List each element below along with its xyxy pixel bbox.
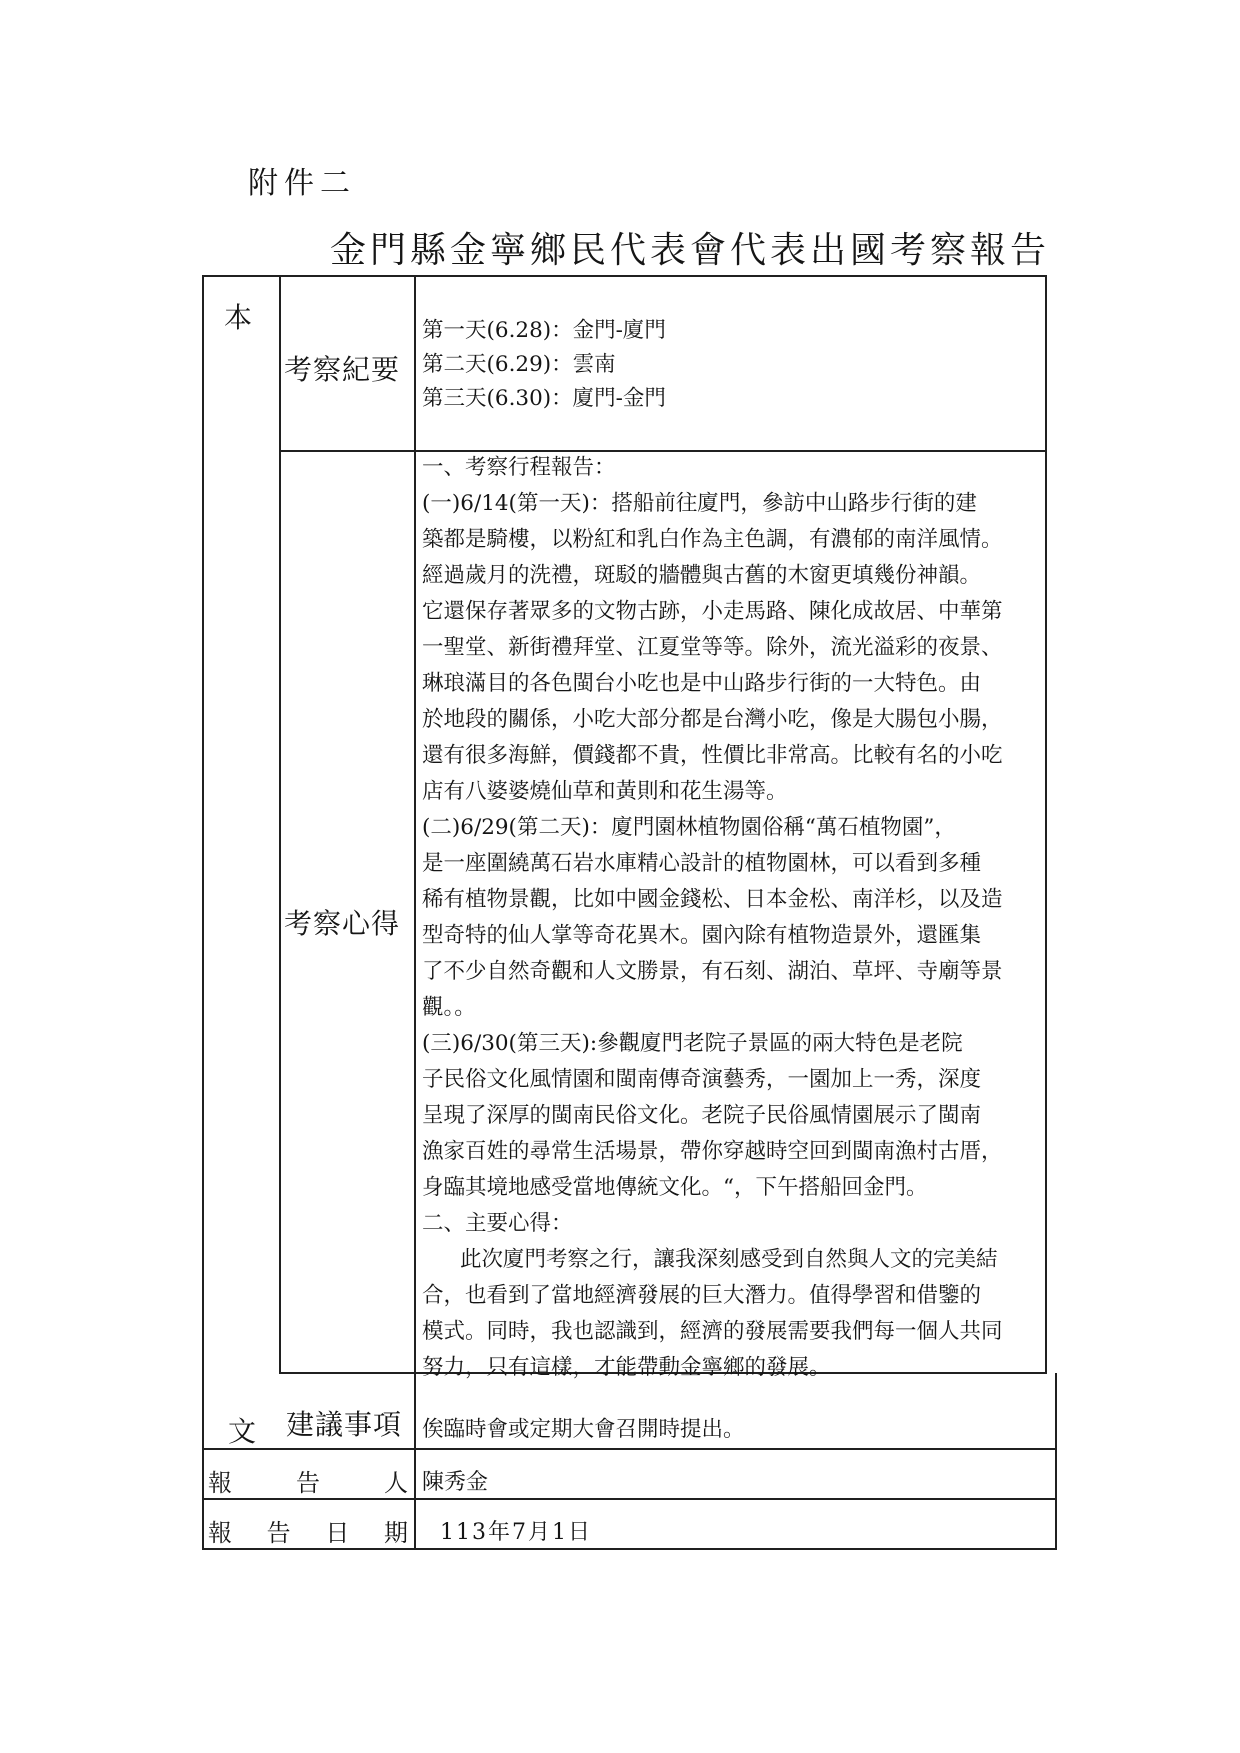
insights-line: 漁家百姓的尋常生活場景，帶你穿越時空回到閩南漁村古厝，: [422, 1139, 1003, 1164]
suggestions-value: 俟臨時會或定期大會召開時提出。: [422, 1417, 745, 1442]
insights-line: (一)6/14(第一天)：搭船前往廈門，參訪中山路步行街的建: [422, 491, 977, 516]
insights-body: [422, 450, 1050, 1386]
summary-day: 第三天(6.30)：廈門-金門: [422, 386, 666, 411]
section-label-top: 本: [224, 301, 253, 334]
reporter-label-char: 告: [296, 1469, 320, 1497]
summary-schedule: [422, 314, 1050, 416]
insights-line: (三)6/30(第三天):參觀廈門老院子景區的兩大特色是老院: [422, 1031, 963, 1056]
insights-line: 稀有植物景觀，比如中國金錢松、日本金松、南洋杉，以及造: [422, 887, 1003, 912]
report-date-label: [208, 1513, 408, 1548]
section-label-bottom: 文: [228, 1415, 257, 1448]
summary-day: 第一天(6.28)：金門-廈門: [422, 318, 666, 343]
insights-line: 努力，只有這樣，才能帶動金寧鄉的發展。: [422, 1355, 831, 1380]
insights-label: 考察心得: [284, 907, 401, 940]
reporter-label-char: 報: [208, 1469, 232, 1497]
insights-line: 是一座圍繞萬石岩水庫精心設計的植物園林，可以看到多種: [422, 851, 982, 876]
attachment-label: 附件二: [248, 166, 356, 201]
insights-line: 店有八婆婆燒仙草和黃則和花生湯等。: [422, 779, 788, 804]
insights-line: 一聖堂、新街禮拜堂、江夏堂等等。除外，流光溢彩的夜景、: [422, 635, 1003, 660]
report-date-value: 113年7月1日: [440, 1520, 592, 1545]
insights-line: 它還保存著眾多的文物古跡，小走馬路、陳化成故居、中華第: [422, 599, 1003, 624]
insights-line: 呈現了深厚的閩南民俗文化。老院子民俗風情園展示了閩南: [422, 1103, 982, 1128]
insights-line: 觀。。: [422, 995, 476, 1020]
report-date-label-char: 期: [383, 1519, 408, 1547]
insights-line: 型奇特的仙人掌等奇花異木。園內除有植物造景外，還匯集: [422, 923, 982, 948]
reporter-label: [208, 1463, 408, 1498]
insights-line: 模式。同時，我也認識到，經濟的發展需要我們每一個人共同: [422, 1319, 1003, 1344]
report-title: 金門縣金寧鄉民代表會代表出國考察報告: [330, 230, 1051, 271]
insights-line: 築都是騎樓，以粉紅和乳白作為主色調，有濃郁的南洋風情。: [422, 527, 1003, 552]
insights-line: 合，也看到了當地經濟發展的巨大潛力。值得學習和借鑒的: [422, 1283, 982, 1308]
suggestions-label: 建議事項: [286, 1408, 403, 1441]
summary-label: 考察紀要: [284, 353, 401, 386]
insights-line: 此次廈門考察之行，讓我深刻感受到自然與人文的完美結: [460, 1247, 998, 1272]
insights-line: 二、主要心得：: [422, 1211, 573, 1236]
insights-line: 經過歲月的洗禮，斑駁的牆體與古舊的木窗更填幾份神韻。: [422, 563, 982, 588]
report-date-label-char: 告: [266, 1519, 291, 1547]
insights-line: 琳琅滿目的各色閩台小吃也是中山路步行街的一大特色。由: [422, 671, 982, 696]
insights-line: 還有很多海鮮，價錢都不貴，性價比非常高。比較有名的小吃: [422, 743, 1003, 768]
insights-line: 子民俗文化風情園和閩南傳奇演藝秀，一園加上一秀，深度: [422, 1067, 982, 1092]
insights-line: 於地段的關係，小吃大部分都是台灣小吃，像是大腸包小腸，: [422, 707, 1003, 732]
reporter-label-char: 人: [384, 1469, 408, 1497]
insights-line: (二)6/29(第二天)：廈門園林植物園俗稱“萬石植物園”，: [422, 815, 956, 840]
reporter-value: 陳秀金: [422, 1470, 489, 1495]
insights-line: 一、考察行程報告：: [422, 455, 616, 480]
summary-day: 第二天(6.29)：雲南: [422, 352, 616, 377]
insights-line: 了不少自然奇觀和人文勝景，有石刻、湖泊、草坪、寺廟等景: [422, 959, 1003, 984]
report-date-label-char: 報: [208, 1519, 232, 1547]
insights-line: 身臨其境地感受當地傳統文化。“，下午搭船回金門。: [422, 1175, 928, 1200]
report-date-label-char: 日: [325, 1519, 350, 1547]
